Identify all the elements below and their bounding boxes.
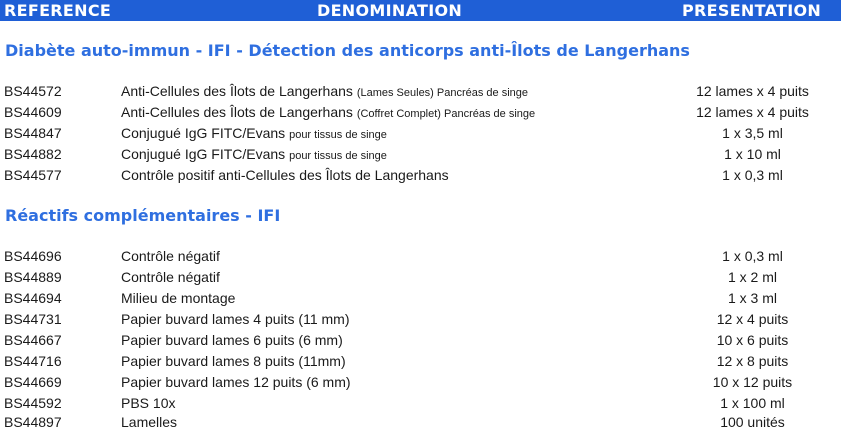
row-presentation: 1 x 2 ml (727, 269, 777, 285)
row-presentation: 1 x 0,3 ml (722, 167, 783, 183)
row-name: Conjugué IgG FITC/Evans (121, 125, 286, 141)
table-row (0, 394, 841, 415)
row-reference: BS44897 (4, 414, 62, 430)
row-reference: BS44847 (4, 125, 62, 141)
table-row (0, 145, 841, 166)
row-presentation: 100 unités (720, 414, 785, 430)
row-reference: BS44572 (4, 83, 62, 99)
row-presentation: 12 x 4 puits (716, 311, 789, 327)
row-reference: BS44669 (4, 374, 62, 390)
row-name: Anti-Cellules des Îlots de Langerhans (121, 83, 353, 99)
row-presentation: 1 x 10 ml (724, 146, 781, 162)
row-detail: pour tissus de singe (289, 129, 387, 141)
table-row (0, 82, 841, 103)
header-denomination: DENOMINATION (317, 1, 463, 20)
row-presentation: 12 x 8 puits (716, 353, 789, 369)
header-reference: REFERENCE (4, 1, 112, 20)
row-denomination: Papier buvard lames 6 puits (6 mm) (121, 332, 343, 348)
section-title: Réactifs complémentaires - IFI (5, 206, 281, 225)
table-row (0, 166, 841, 187)
row-presentation: 1 x 0,3 ml (722, 248, 783, 264)
row-reference: BS44609 (4, 104, 62, 120)
row-presentation: 1 x 100 ml (720, 395, 785, 411)
header-presentation: PRESENTATION (682, 1, 822, 20)
row-reference: BS44731 (4, 311, 62, 327)
table-row (0, 331, 841, 352)
row-detail: (Coffret Complet) Pancréas de singe (356, 108, 536, 120)
row-name: Anti-Cellules des Îlots de Langerhans (121, 104, 353, 120)
table-row (0, 247, 841, 268)
row-denomination (121, 125, 387, 141)
table-row (0, 268, 841, 289)
row-denomination: Contrôle négatif (121, 269, 220, 285)
table-row (0, 103, 841, 124)
row-reference: BS44667 (4, 332, 62, 348)
row-reference: BS44882 (4, 146, 62, 162)
row-denomination: Milieu de montage (121, 290, 236, 306)
row-denomination (121, 83, 528, 99)
row-presentation: 12 lames x 4 puits (696, 83, 809, 99)
row-denomination: Contrôle négatif (121, 248, 220, 264)
row-denomination: Papier buvard lames 12 puits (6 mm) (121, 374, 351, 390)
table-row (0, 413, 841, 434)
row-denomination: Lamelles (121, 414, 178, 430)
section-title: Diabète auto-immun - IFI - Détection des anticorps anti-Îlots de Langerhans (5, 41, 690, 60)
table-row (0, 352, 841, 373)
table-row (0, 373, 841, 394)
row-presentation: 1 x 3 ml (727, 290, 777, 306)
row-name: Contrôle positif anti-Cellules des Îlots de Langerhans (121, 167, 449, 183)
row-presentation: 12 lames x 4 puits (696, 104, 809, 120)
row-reference: BS44592 (4, 395, 62, 411)
row-presentation: 10 x 6 puits (716, 332, 789, 348)
row-name: Conjugué IgG FITC/Evans (121, 146, 286, 162)
row-reference: BS44716 (4, 353, 62, 369)
table-row (0, 289, 841, 310)
row-reference: BS44696 (4, 248, 62, 264)
row-denomination: PBS 10x (121, 395, 176, 411)
row-denomination: Papier buvard lames 8 puits (11mm) (121, 353, 346, 369)
row-reference: BS44694 (4, 290, 62, 306)
row-reference: BS44577 (4, 167, 62, 183)
row-reference: BS44889 (4, 269, 62, 285)
row-denomination (121, 146, 387, 162)
table-header (0, 0, 841, 21)
row-presentation: 10 x 12 puits (712, 374, 793, 390)
row-denomination: Papier buvard lames 4 puits (11 mm) (121, 311, 350, 327)
table-row (0, 310, 841, 331)
row-denomination (121, 167, 449, 183)
row-presentation: 1 x 3,5 ml (722, 125, 783, 141)
row-detail: (Lames Seules) Pancréas de singe (356, 87, 529, 99)
row-denomination (121, 104, 535, 120)
row-detail: pour tissus de singe (289, 150, 387, 162)
table-row (0, 124, 841, 145)
